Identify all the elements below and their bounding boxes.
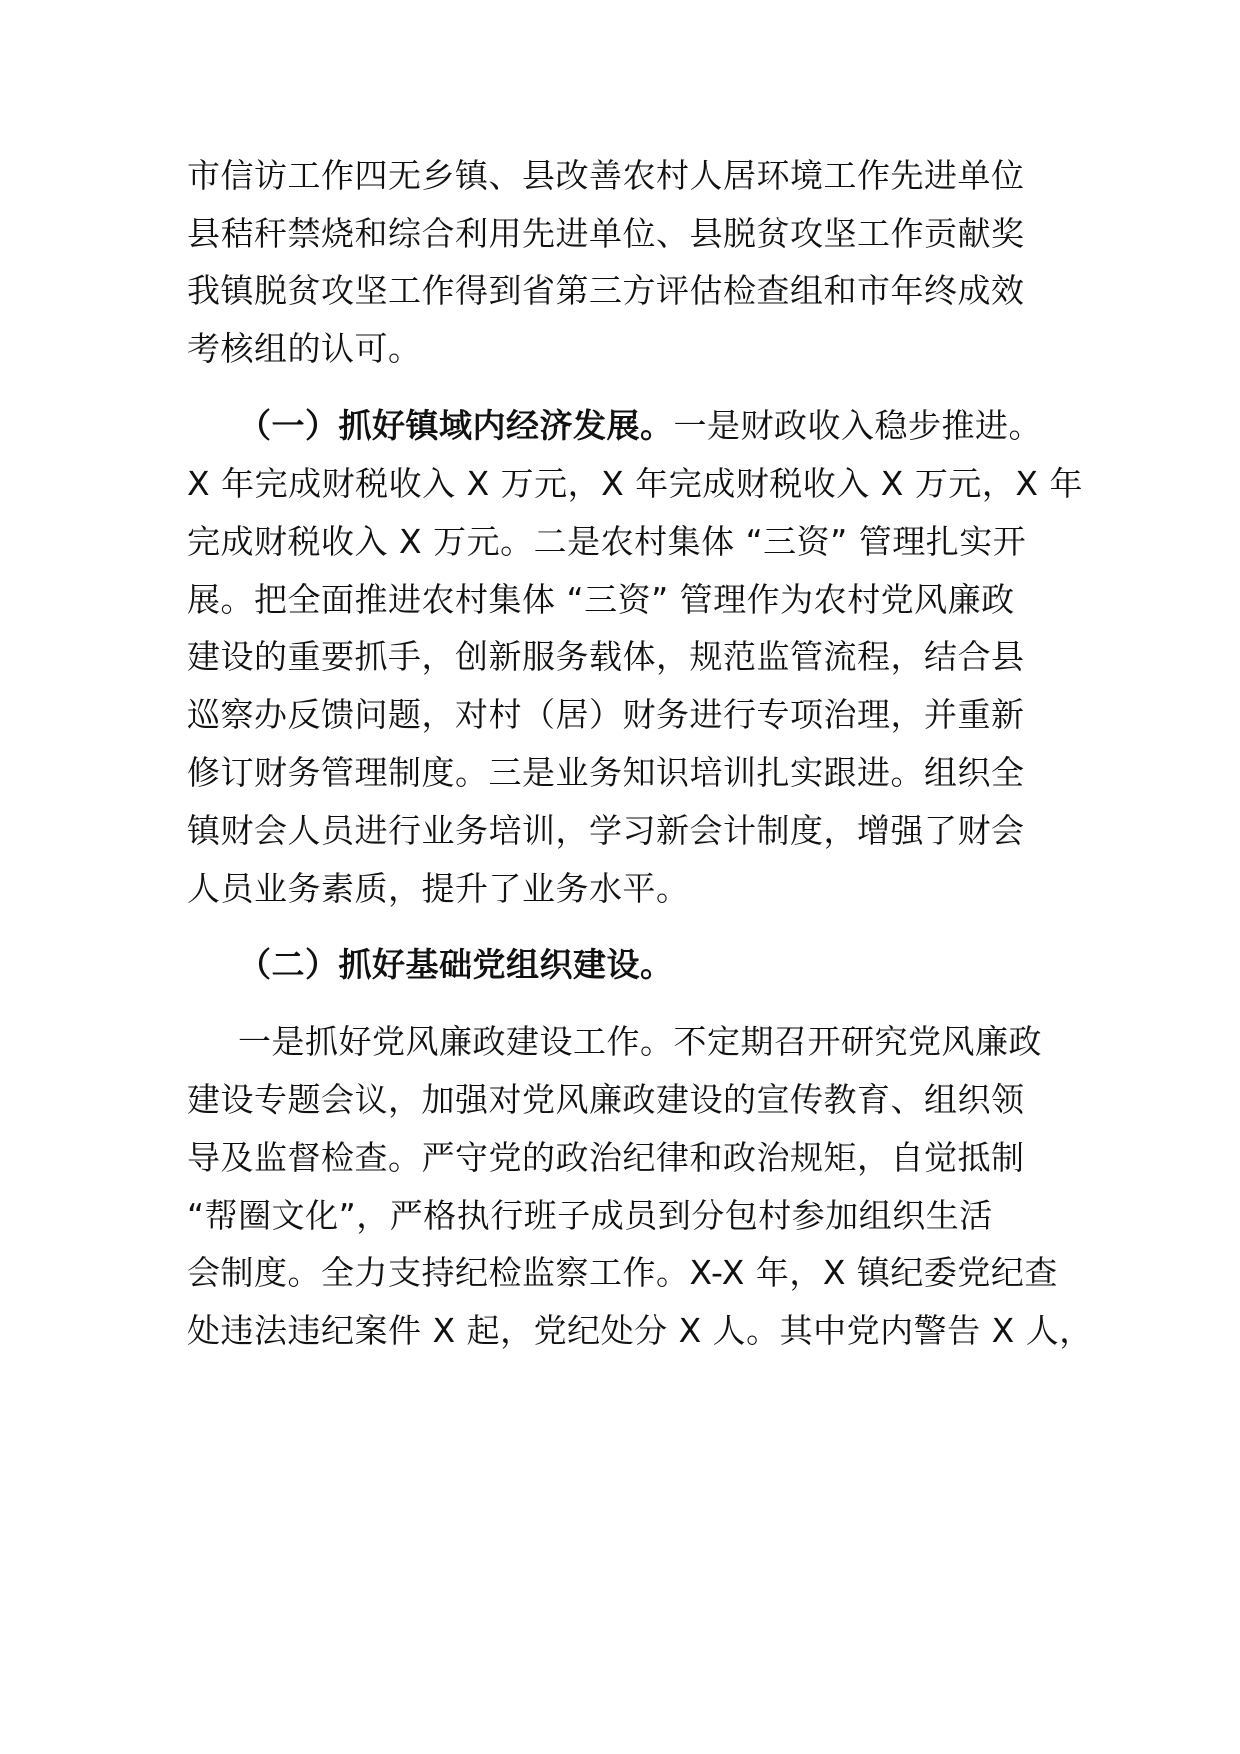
section2-heading: （二）抓好基础党组织建设。 [238,945,674,984]
section1-line: 展。把全面推进农村集体 “三资” 管理作为农村党风廉政 [187,580,1015,619]
section2-line: 建设专题会议，加强对党风廉政建设的宣传教育、组织领 [187,1080,1025,1119]
section2-line: 处违法违纪案件 X 起，党纪处分 X 人。其中党内警告 X 人， [187,1311,1093,1350]
intro-line: 我镇脱贫攻坚工作得到省第三方评估检查组和市年终成效 [187,271,1025,310]
section1-line: 镇财会人员进行业务培训，学习新会计制度，增强了财会 [187,811,1025,850]
section1-line: X 年完成财税收入 X 万元，X 年完成财税收入 X 万元，X 年 [187,464,1083,503]
intro-line: 考核组的认可。 [187,329,422,368]
section1-heading: （一）抓好镇域内经济发展。 [238,406,674,445]
section2-line: 会制度。全力支持纪检监察工作。X-X 年，X 镇纪委党纪查 [187,1253,1058,1292]
section2-line: 导及监督检查。严守党的政治纪律和政治规矩，自觉抵制 [187,1138,1025,1177]
intro-line: 县秸秆禁烧和综合利用先进单位、县脱贫攻坚工作贡献奖 [187,214,1025,253]
section1-line: 巡察办反馈问题，对村（居）财务进行专项治理，并重新 [187,695,1025,734]
section1-first-line [238,405,1042,447]
section1-line: 修订财务管理制度。三是业务知识培训扎实跟进。组织全 [187,753,1025,792]
section2-line: 一是抓好党风廉政建设工作。不定期召开研究党风廉政 [238,1022,1042,1061]
section1-first-line-text: 一是财政收入稳步推进。 [673,406,1042,445]
section1-line: 人员业务素质，提升了业务水平。 [187,869,690,908]
section1-line: 完成财税收入 X 万元。二是农村集体 “三资” 管理扎实开 [187,522,1027,561]
section1-line: 建设的重要抓手，创新服务载体，规范监管流程，结合县 [187,637,1025,676]
intro-line: 市信访工作四无乡镇、县改善农村人居环境工作先进单位 [187,156,1025,195]
section2-line: “帮圈文化”，严格执行班子成员到分包村参加组织生活 [187,1196,993,1235]
